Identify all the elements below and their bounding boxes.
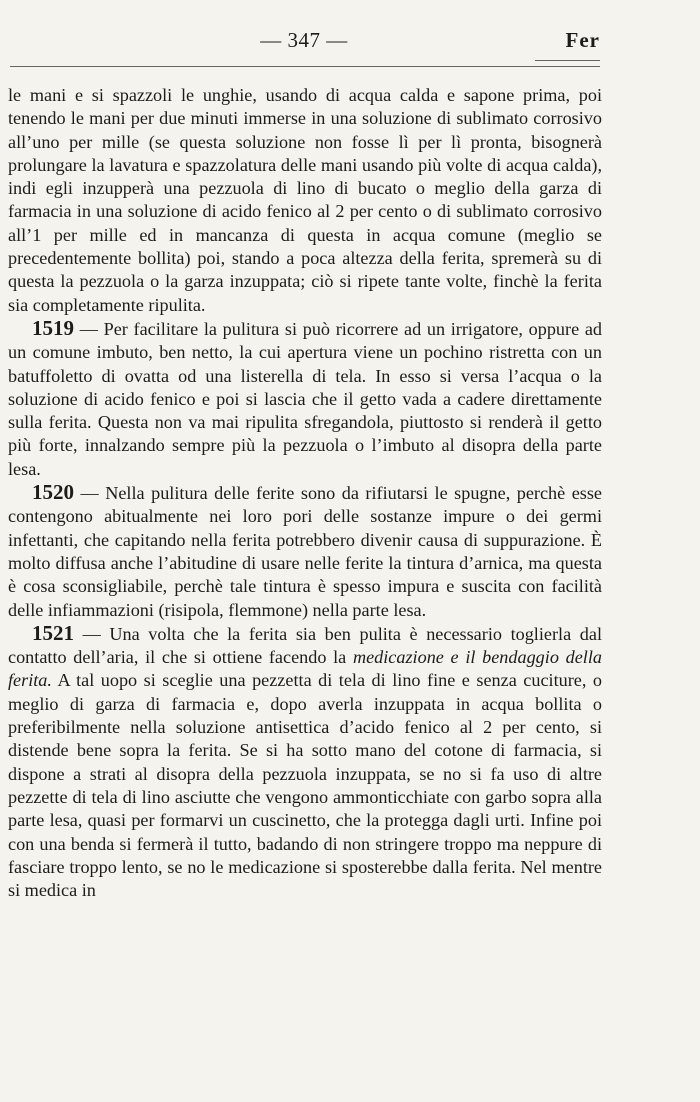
paragraph-text-continued: A tal uopo si sceglie una pezzetta di tela di lino fine e senza cuciture, o meglio di garza di farmacia e, dopo averla inzuppata in acqua bollita o preferibilmente nella soluzione antisettica d’acido fenico al 2 per cento, si distende bene sopra la ferita. Se si ha sotto mano del cotone di farmacia, si dispone a strati al disopra della pezzuola inzuppata, se no si fa uso di altre pezzette di tela di lino asciutte che vengono ammonticchiate con garbo sopra alla parte lesa, quasi per formarvi un cuscinetto, che la protegga dagli urti. Infine poi con una benda si fermerà il tutto, badando di non stringere troppo ma neppure di fasciare troppo lento, se no le medicazione si sposterebbe dalla ferita. Nel mentre si medica in [8, 670, 602, 901]
paragraph-1520 [8, 481, 602, 622]
running-head-underline [535, 60, 600, 61]
page-number: — 347 — [260, 28, 348, 52]
paragraph-1519 [8, 317, 602, 481]
italic-term: medicazione e il bendaggio della ferita. [8, 647, 602, 691]
paragraph-text: — Nella pulitura delle ferite sono da rifiutarsi le spugne, perchè esse contengono abitualmente nei loro pori delle sostanze impure o dei germi infettanti, che capitando nella ferita potrebbero divenir causa di suppurazione. È molto diffusa anche l’abitudine di usare nelle ferite la tintura d’arnica, ma questa è cosa sconsigliabile, perchè tale tintura è spesso impura e suscita con facilità delle infiammazioni (risipola, flemmone) nella parte lesa. [8, 483, 603, 620]
paragraph-1521 [8, 622, 602, 903]
paragraph-number: 1520 [32, 480, 74, 505]
header-rule [10, 66, 600, 67]
page-body [8, 84, 602, 902]
running-head: Fer [565, 28, 600, 52]
paragraph-text: — Una volta che la ferita sia ben pulita è necessario toglierla dal contatto dell’aria, il che si ottiene facendo la [8, 623, 602, 668]
paragraph-text: — Per facilitare la pulitura si può ricorrere ad un irrigatore, oppure ad un comune imbuto, ben netto, la cui apertura viene un pochino ristretta con un batuffoletto di ovatta od una listerella di tela. In esso si versa l’acqua o la soluzione di acido fenico e poi si lascia che il getto vada a cadere direttamente sulla ferita. Questa non va mai ripulita sfregandola, piuttosto si renderà il getto più forte, innalzando sempre più la pezzuola o l’imbuto al disopra della parte lesa. [8, 318, 603, 479]
paragraph-number: 1519 [32, 315, 74, 340]
paragraph-continuation: le mani e si spazzoli le unghie, usando di acqua calda e sapone prima, poi tenendo le mani per due minuti immerse in una soluzione di sublimato corrosivo all’uno per mille (se questa soluzione non fosse lì per lì pronta, bisognerà prolungare la lavatura e spazzolatura delle mani usando più volte di acqua calda), indi egli inzupperà una pezzuola di lino di bucato o meglio della garza di farmacia in una soluzione di acido fenico al 2 per cento o di sublimato corrosivo all’1 per mille ed in mancanza di questa in acqua comune (meglio se precedentemente bollita) poi, stando a poca altezza della ferita, spremerà su di questa la pezzuola o la garza inzuppata; ciò si ripete tante volte, finchè la ferita sia completamente ripulita. [8, 85, 602, 315]
page-header [8, 28, 600, 62]
paragraph-number: 1521 [32, 620, 74, 645]
